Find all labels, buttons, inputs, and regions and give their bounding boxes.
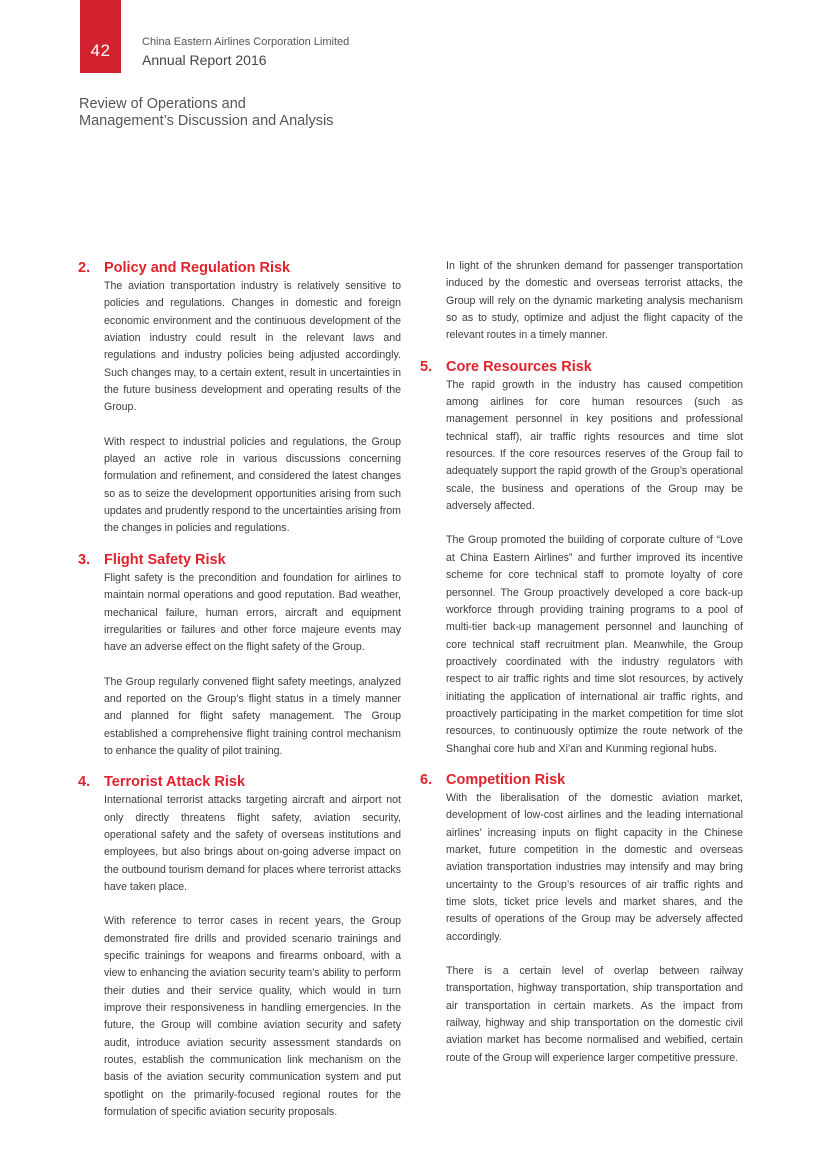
paragraph: With reference to terror cases in recent years, the Group demonstrated fire drills and provided scenario trainings and specific trainings for weapons and firearms onboard, with a view to enhancing the aviation security team’s ability to perform their duties and their service quality, which would in turn improve their responsiveness in handling emergencies. In the future, the Group will combine aviation security and safety audit, introduce aviation security assessment standards on routes, establish the communication link mechanism on the basis of the aviation security communication system and put spotlight on the primarily-focused regional routes for the formulation of specific aviation security proposals. [104, 915, 401, 1119]
paragraph: Flight safety is the precondition and foundation for airlines to maintain normal operations and good reputation. Bad weather, mechanical failure, human errors, aircraft and equipment irregularities or failures and other force majeure events may have an adverse effect on the flight safety of the Group. [104, 571, 401, 654]
section-policy-regulation [78, 258, 401, 538]
section-number: 5. [420, 358, 433, 375]
section-core-resources [420, 357, 743, 758]
section-number: 3. [78, 551, 91, 568]
report-title: Annual Report 2016 [142, 52, 267, 68]
section-flight-safety [78, 550, 401, 760]
company-name: China Eastern Airlines Corporation Limited [142, 36, 350, 48]
page-number-tab [80, 0, 121, 73]
section-title: Terrorist Attack Risk [104, 774, 246, 791]
paragraph: The Group promoted the building of corporate culture of “Love at China Eastern Airlines” and further improved its incentive scheme for core technical staff to promote loyalty of core personnel. The Group proactively developed a core back-up workforce through providing training programs to a pool of multi-tier back-up management personnel and launching of core technical staff recruitment plan. Meanwhile, the Group proactively coordinated with the industry regulators with respect to air traffic rights and time slot resources, by actively initiating the application of international air traffic rights, and proactively participating in the market competition for time slot resources, to continuously optimize the route network of the Shanghai core hub and Xi’an and Kunming regional hubs. [446, 534, 743, 755]
section-heading-line-1: Review of Operations and [79, 96, 246, 112]
section-title: Flight Safety Risk [104, 551, 226, 568]
left-column [78, 258, 401, 1121]
section-terrorist-attack [78, 772, 401, 1121]
section-title: Competition Risk [446, 771, 566, 788]
paragraph: The Group regularly convened flight safety meetings, analyzed and reported on the Group’s flight status in a timely manner and planned for flight safety management. The Group established a comprehensive flight training control mechanism to enhance the quality of pilot training. [104, 675, 401, 757]
paragraph: With the liberalisation of the domestic aviation market, development of low-cost airlines and the leading international airlines’ increasing inputs on flight capacity in the Chinese market, future competition in the domestic and overseas aviation transportation industries may intensify and may bring uncertainty to the Group’s resources of air traffic rights and time slots, ticket price levels and market shares, and the results of operations of the Group may be adversely affected accordingly. [446, 791, 743, 943]
paragraph: International terrorist attacks targeting aircraft and airport not only directly threatens flight safety, aviation security, operational safety and the safety of overseas institutions and employees, but also brings about on-going adverse impact on the outbound tourism demand for places where terrorist attacks have taken place. [104, 794, 401, 893]
section-number: 2. [78, 260, 91, 276]
page-number: 42 [90, 41, 111, 60]
paragraph: The aviation transportation industry is relatively sensitive to policies and regulations. Changes in domestic and foreign economic environment and the continuous development of the aviation industry could result in the relevant laws and regulations and industry policies being adjusted accordingly. Such changes may, to a certain extent, result in uncertainties in the future business development and operating results of the Group. [104, 280, 401, 414]
section-number: 4. [78, 774, 91, 791]
section-heading-line-2: Management’s Discussion and Analysis [79, 113, 334, 129]
section-heading [79, 96, 333, 130]
paragraph: There is a certain level of overlap between railway transportation, highway transportation, ship transportation and air transportation in certain markets. As the impact from railway, highway and ship transportation on the domestic civil aviation market has become normalised and webified, certain route of the Group will experience larger competitive pressure. [446, 965, 743, 1064]
paragraph: In light of the shrunken demand for passenger transportation induced by the domestic and overseas terrorist attacks, the Group will rely on the dynamic marketing analysis mechanism so as to study, optimize and adjust the flight capacity of the relevant routes in a timely manner. [446, 260, 743, 342]
section-title: Policy and Regulation Risk [104, 260, 291, 276]
right-column [420, 258, 743, 1067]
paragraph: With respect to industrial policies and regulations, the Group played an active role in various discussions concerning formulation and refinement, and considered the latest changes so as to seize the development opportunities arising from such updates and prudently respond to the uncertainties arising from the changes in policies and regulations. [104, 435, 401, 535]
section-competition [420, 770, 743, 1067]
section-title: Core Resources Risk [446, 358, 592, 375]
paragraph: The rapid growth in the industry has caused competition among airlines for core human resources (such as management personnel in key positions and professional technical staff), air traffic rights resources and time slot resources. If the core resources reserves of the Group fail to adequately support the rapid growth of the Group’s operational scale, the business and operations of the Group may be adversely affected. [446, 378, 743, 513]
section-number: 6. [420, 771, 433, 788]
